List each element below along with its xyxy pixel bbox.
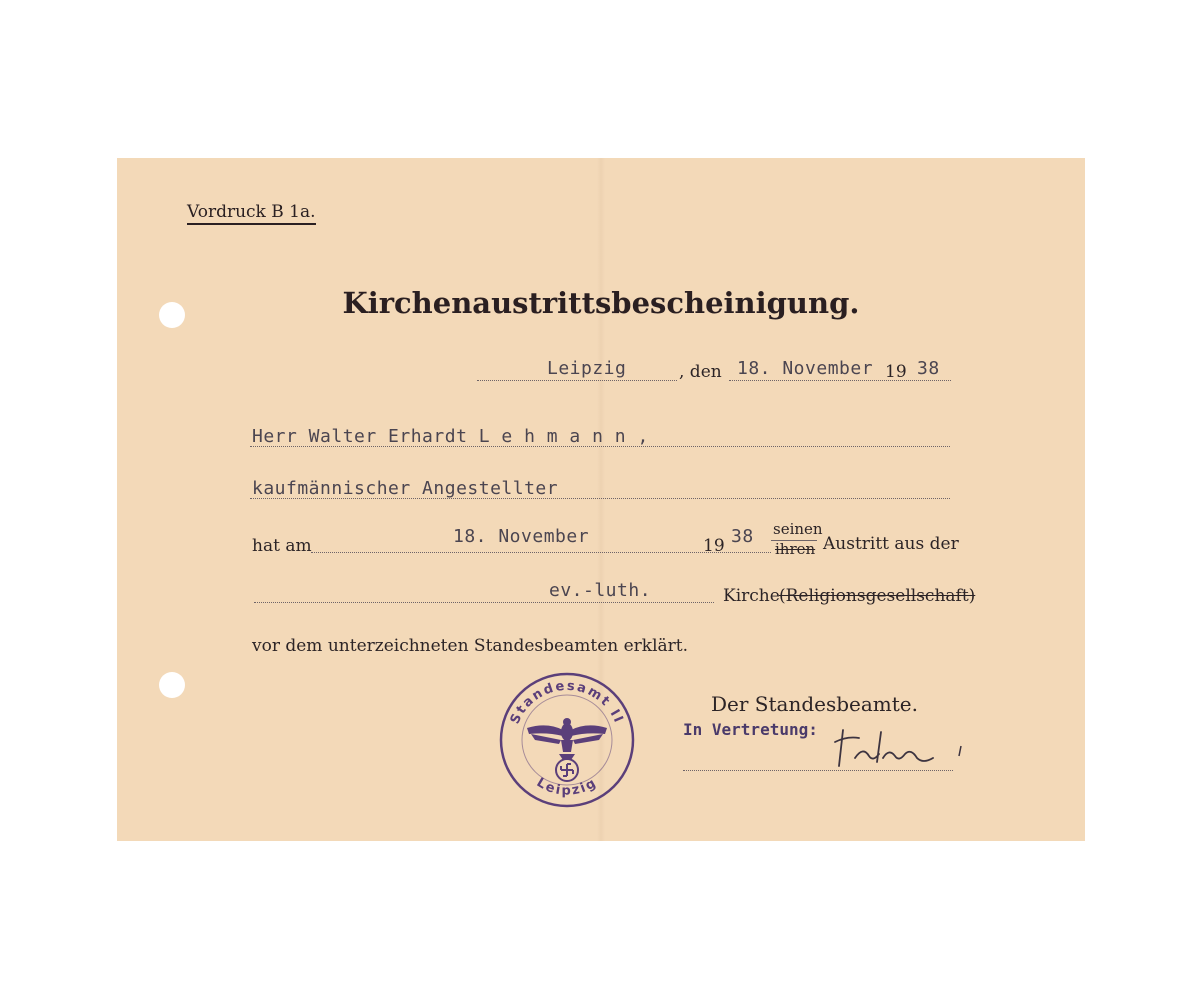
pronoun-fem: ihren [775,540,816,558]
person-name: Herr Walter Erhardt L e h m a n n , [252,426,649,447]
punch-hole-bottom [159,672,185,698]
religion-label: (Religionsgesellschaft) [779,586,976,606]
certificate-paper [117,158,1085,841]
place: Leipzig [547,358,627,379]
declaration: vor dem unterzeichneten Standesbeamten erklärt. [252,636,689,656]
kirche-label: Kirche [723,586,780,606]
exit-date: 18. November [453,526,590,547]
church-line [254,602,714,603]
document-title: Kirchenaustrittsbescheinigung. [342,286,860,320]
stamp-text-bottom: Leipzig [533,775,601,799]
church: ev.-luth. [549,580,652,601]
official-stamp [497,670,637,810]
official-title: Der Standesbeamte. [711,692,918,716]
austritt-label: Austritt aus der [823,534,959,554]
exit-date-line [311,552,771,553]
exit-year-suffix: 38 [731,526,754,547]
place-line [477,380,677,381]
year-suffix: 38 [917,358,940,379]
date-line [729,380,951,381]
den-label: , den [679,362,722,382]
occupation: kaufmännischer Angestellter [252,478,559,499]
eagle-emblem-icon [527,718,607,760]
stamp-text-top: Standesamt II [507,678,627,727]
svg-text:Leipzig [534,775,600,798]
pronoun-masc: seinen [773,520,823,538]
emblem-icon [561,764,573,776]
year-prefix: 19 [885,362,907,382]
hat-am-label: hat am [252,536,312,556]
deputy-label: In Vertretung: [683,720,818,739]
form-id: Vordruck B 1a. [187,202,316,225]
date-typed: 18. November [737,358,874,379]
exit-year-prefix: 19 [703,536,725,556]
handwritten-signature [825,718,975,778]
